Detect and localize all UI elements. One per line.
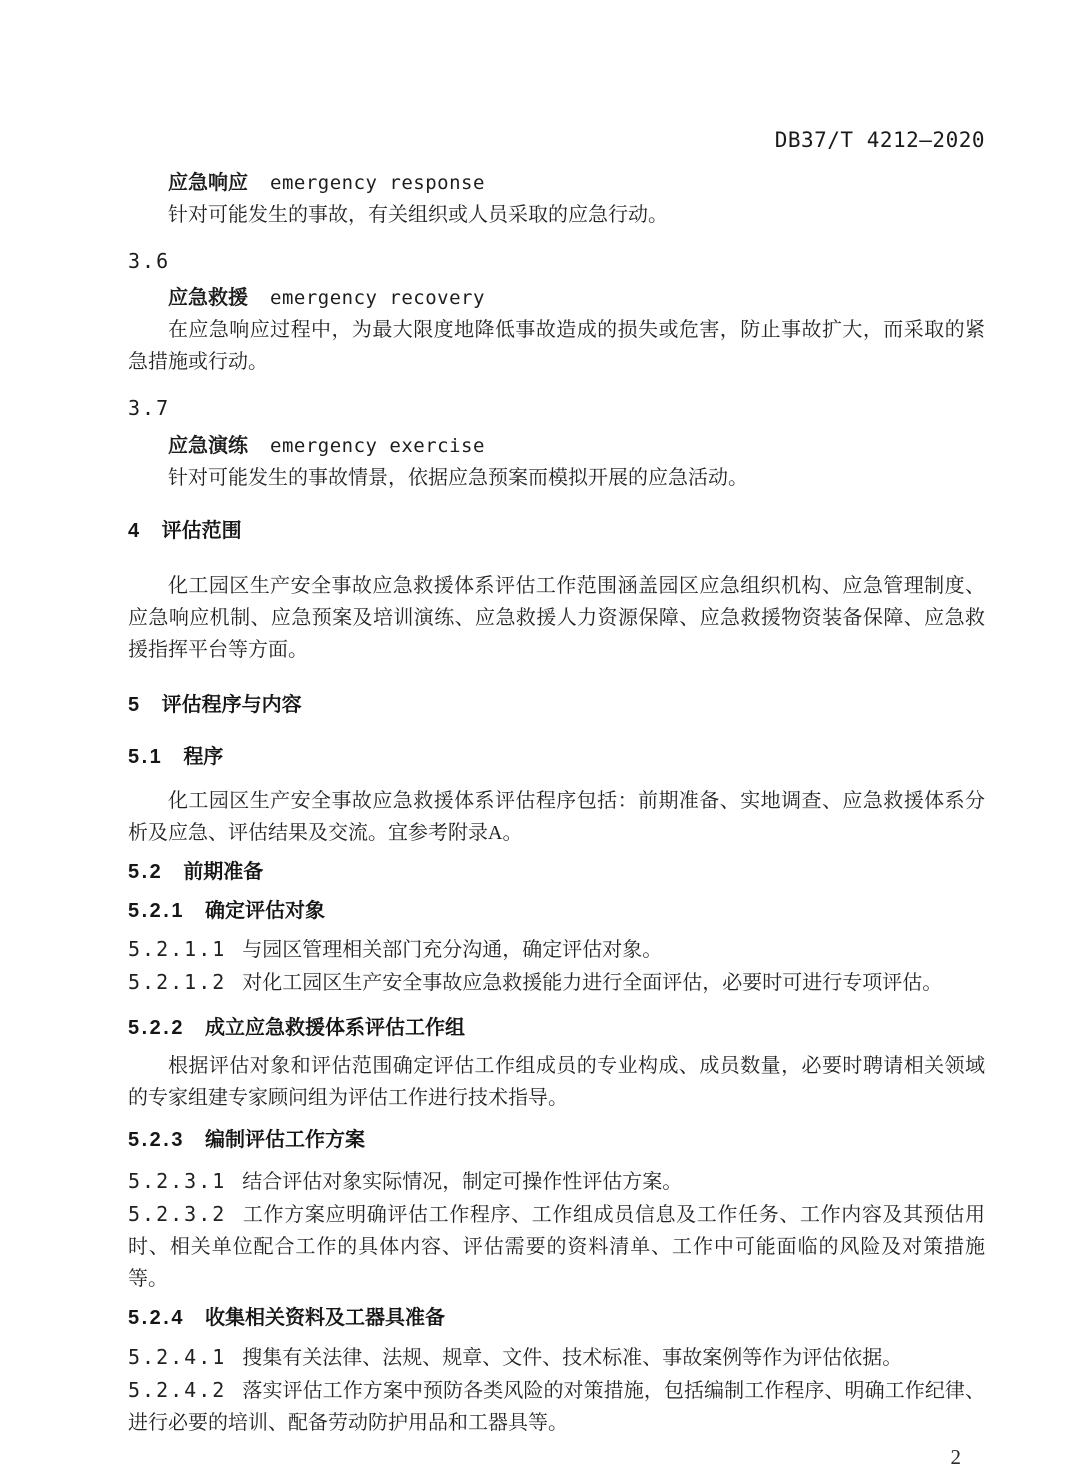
section-5-2-2-paragraph: 根据评估对象和评估范围确定评估工作组成员的专业构成、成员数量，必要时聘请相关领域的专家组建专家顾问组为评估工作进行技术指导。: [128, 1055, 985, 1109]
clause-5-2-1-1: [128, 933, 985, 966]
clause-number-5-2-1-1: 5.2.1.1: [128, 937, 227, 961]
section-heading-5-2-3: [128, 1125, 985, 1155]
section-number-5-1: 5.1: [128, 746, 164, 768]
section-heading-5-2-1: [128, 896, 985, 926]
section-number-5-2-4: 5.2.4: [128, 1307, 185, 1329]
clause-number-5-2-4-1: 5.2.4.1: [128, 1345, 227, 1369]
section-heading-5-2-4: [128, 1303, 985, 1333]
term-en-emergency-response: emergency response: [270, 172, 485, 194]
clause-text-5-2-3-2: 工作方案应明确评估工作程序、工作组成员信息及工作任务、工作内容及其预估用时、相关单位配合工作的具体内容、评估需要的资料清单、工作中可能面临的风险及对策措施等。: [128, 1204, 985, 1290]
clause-number-3-6: 3.6: [128, 249, 171, 273]
section-heading-5-2-2: [128, 1013, 985, 1043]
clause-5-2-4-1: [128, 1341, 985, 1374]
section-number-4: 4: [128, 520, 142, 542]
section-title-5: 评估程序与内容: [161, 694, 302, 716]
section-heading-5-1: [128, 742, 985, 772]
clause-text-5-2-1-1: 与园区管理相关部门充分沟通，确定评估对象。: [242, 939, 663, 961]
term-en-emergency-recovery: emergency recovery: [270, 287, 485, 309]
section-heading-4: [128, 516, 985, 546]
clause-number-5-2-3-2: 5.2.3.2: [128, 1202, 227, 1226]
section-number-5-2-1: 5.2.1: [128, 900, 185, 922]
clause-text-5-2-4-1: 搜集有关法律、法规、规章、文件、技术标准、事故案例等作为评估依据。: [242, 1347, 903, 1369]
section-heading-5: [128, 690, 985, 720]
definition-emergency-recovery: 在应急响应过程中，为最大限度地降低事故造成的损失或危害，防止事故扩大，而采取的紧急措施或行动。: [128, 319, 985, 373]
document-header: [128, 127, 985, 153]
clause-text-5-2-3-1: 结合评估对象实际情况，制定可操作性评估方案。: [242, 1171, 683, 1193]
term-emergency-response: [168, 167, 985, 199]
section-number-5-2-2: 5.2.2: [128, 1017, 185, 1039]
clause-text-5-2-4-2: 落实评估工作方案中预防各类风险的对策措施，包括编制工作程序、明确工作纪律、进行必要的培训、配备劳动防护用品和工器具等。: [128, 1380, 985, 1434]
section-title-5-2-3: 编制评估工作方案: [204, 1129, 365, 1151]
section-title-5-2-2: 成立应急救援体系评估工作组: [204, 1017, 465, 1039]
term-zh-emergency-recovery: 应急救援: [168, 287, 248, 309]
section-title-5-1: 程序: [183, 746, 224, 768]
standard-code: DB37/T 4212—2020: [774, 128, 985, 152]
section-title-5-2: 前期准备: [183, 861, 264, 883]
term-zh-emergency-exercise: 应急演练: [168, 435, 248, 457]
section-number-5: 5: [128, 694, 142, 716]
section-title-4: 评估范围: [161, 520, 242, 542]
term-en-emergency-exercise: emergency exercise: [270, 435, 485, 457]
document-footer: [128, 1443, 985, 1471]
clause-number-5-2-1-2: 5.2.1.2: [128, 970, 227, 994]
section-5-1-paragraph: 化工园区生产安全事故应急救援体系评估程序包括：前期准备、实地调查、应急救援体系分析及应急、评估结果及交流。宜参考附录A。: [128, 790, 985, 844]
definition-emergency-response: 针对可能发生的事故，有关组织或人员采取的应急行动。: [168, 204, 668, 226]
clause-number-5-2-3-1: 5.2.3.1: [128, 1169, 227, 1193]
clause-number-3-7: 3.7: [128, 396, 171, 420]
page-number: 2: [950, 1445, 961, 1469]
clause-5-2-4-2: [128, 1374, 985, 1439]
clause-5-2-3-2: [128, 1198, 985, 1295]
section-title-5-2-1: 确定评估对象: [204, 900, 325, 922]
clause-text-5-2-1-2: 对化工园区生产安全事故应急救援能力进行全面评估，必要时可进行专项评估。: [242, 972, 943, 994]
definition-emergency-exercise: 针对可能发生的事故情景，依据应急预案而模拟开展的应急活动。: [168, 467, 748, 489]
section-4-paragraph: 化工园区生产安全事故应急救援体系评估工作范围涵盖园区应急组织机构、应急管理制度、应急响应机制、应急预案及培训演练、应急救援人力资源保障、应急救援物资装备保障、应急救援指挥平台等方面。: [128, 575, 985, 661]
term-emergency-exercise: [168, 430, 985, 462]
clause-number-5-2-4-2: 5.2.4.2: [128, 1378, 227, 1402]
section-number-5-2-3: 5.2.3: [128, 1129, 185, 1151]
clause-5-2-1-2: [128, 966, 985, 999]
term-emergency-recovery: [168, 282, 985, 314]
section-heading-5-2: [128, 857, 985, 887]
clause-5-2-3-1: [128, 1165, 985, 1198]
section-number-5-2: 5.2: [128, 861, 164, 883]
section-title-5-2-4: 收集相关资料及工器具准备: [204, 1307, 445, 1329]
term-zh-emergency-response: 应急响应: [168, 172, 248, 194]
